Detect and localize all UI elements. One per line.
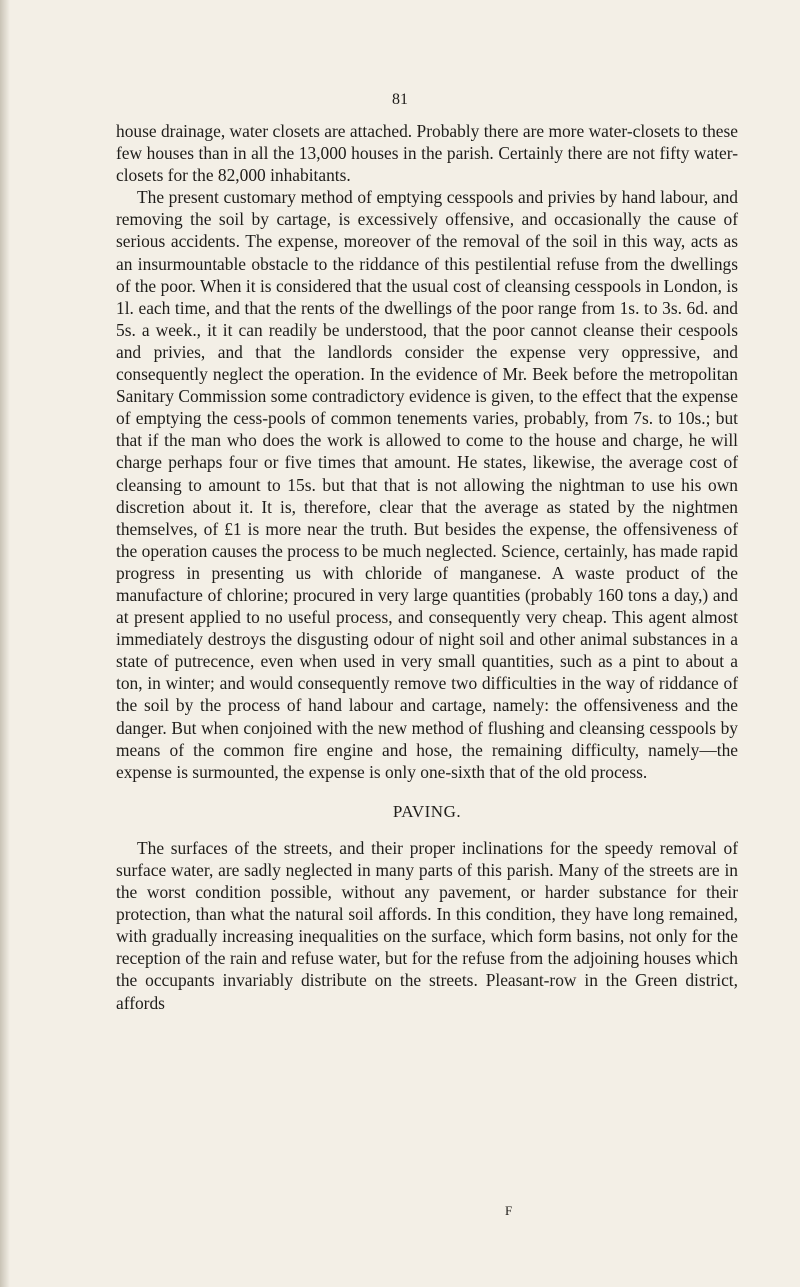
paragraph-continuation: house drainage, water closets are attached. Probably there are more water-closets to these few houses than in all the 13,000 houses in the parish. Certainly there are not fifty water-closets for the 82,000 inhabitants. bbox=[116, 121, 738, 186]
page-number: 81 bbox=[392, 91, 408, 108]
section-heading-paving: PAVING. bbox=[392, 801, 462, 821]
binding-shadow bbox=[0, 0, 10, 1287]
signature-mark: F bbox=[505, 1203, 513, 1218]
body-text bbox=[116, 120, 738, 1014]
paragraph-cesspools: The present customary method of emptying cesspools and privies by hand labour, and removing the soil by cartage, is excessively offensive, and occasionally the cause of serious accidents. The expense, moreover of the removal of the soil in this way, acts as an insurmountable obstacle to the riddance of this pestilential refuse from the dwellings of the poor. When it is considered that the usual cost of cleansing cesspools in London, is 1l. each time, and that the rents of the dwellings of the poor range from 1s. to 3s. 6d. and 5s. a week., it it can readily be understood, that the poor cannot cleanse their cespools and privies, and that the landlords consider the expense very oppressive, and consequently neglect the operation. In the evidence of Mr. Beek before the metropolitan Sanitary Commission some contradictory evidence is given, to the effect that the expense of emptying the cess-pools of common tenements varies, probably, from 7s. to 10s.; but that if the man who does the work is allowed to come to the house and charge, he will charge perhaps four or five times that amount. He states, likewise, the average cost of cleansing to amount to 15s. but that that is not allowing the nightman to use his own discretion about it. It is, therefore, clear that the average as stated by the nightmen themselves, of £1 is more near the truth. But besides the expense, the offensiveness of the operation causes the process to be much neglected. Science, certainly, has made rapid progress in presenting us with chloride of manganese. A waste product of the manufacture of chlorine; procured in very large quantities (probably 160 tons a day,) and at present applied to no useful process, and consequently very cheap. This agent almost immediately destroys the disgusting odour of night soil and other animal substances in a state of putrecence, even when used in very small quantities, such as a pint to about a ton, in winter; and would consequently remove two difficulties in the way of riddance of the soil by the process of hand labour and cartage, namely: the offensiveness and the danger. But when conjoined with the new method of flushing and cleansing cesspools by means of the common fire engine and hose, the remaining difficulty, namely—the expense is surmounted, the expense is only one-sixth that of the old process. bbox=[116, 187, 738, 782]
paragraph-paving: The surfaces of the streets, and their proper inclinations for the speedy removal of surface water, are sadly neglected in many parts of this parish. Many of the streets are in the worst condition possible, without any pavement, or harder substance for their protection, than what the natural soil affords. In this condition, they have long remained, with gradually increasing inequalities on the surface, which form basins, not only for the reception of the rain and refuse water, but for the refuse from the adjoining houses which the occupants invariably distribute on the streets. Pleasant-row in the Green district, affords bbox=[116, 837, 738, 1013]
